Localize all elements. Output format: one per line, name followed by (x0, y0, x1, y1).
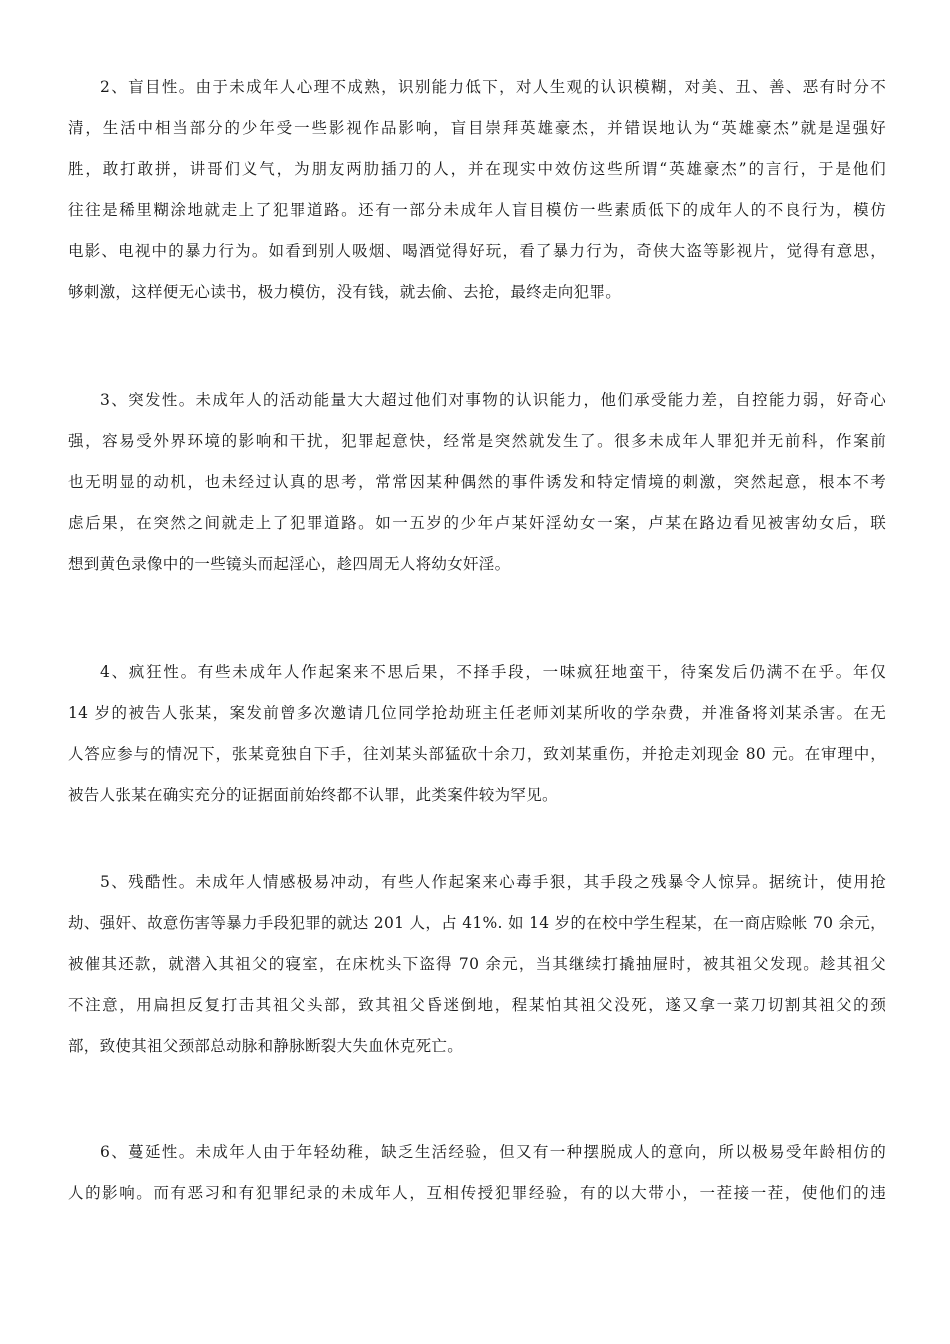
paragraph-line: 想到黄色录像中的一些镜头而起淫心，趁四周无人将幼女奸淫。 (68, 555, 511, 573)
paragraph-line: 电影、电视中的暴力行为。如看到别人吸烟、喝酒觉得好玩，看了暴力行为，奇侠大盗等影视片，觉得有意思， (68, 242, 886, 260)
paragraph-cruelty (68, 862, 886, 1067)
paragraph-line: 4、疯狂性。有些未成年人作起案来不思后果，不择手段，一味疯狂地蛮干，待案发后仍满不在乎。年仅 (100, 663, 886, 681)
paragraph-line: 6、蔓延性。未成年人由于年轻幼稚，缺乏生活经验，但又有一种摆脱成人的意向，所以极易受年龄相仿的 (100, 1143, 886, 1161)
paragraph-line: 强，容易受外界环境的影响和干扰，犯罪起意快，经常是突然就发生了。很多未成年人罪犯并无前科，作案前 (68, 432, 886, 450)
paragraph-line: 往往是稀里糊涂地就走上了犯罪道路。还有一部分未成年人盲目模仿一些素质低下的成年人的不良行为，模仿 (68, 201, 886, 219)
paragraph-line: 3、突发性。未成年人的活动能量大大超过他们对事物的认识能力，他们承受能力差，自控能力弱，好奇心 (100, 391, 886, 409)
paragraph-line: 劫、强奸、故意伤害等暴力手段犯罪的就达 201 人，占 41%. 如 14 岁的在校中学生程某，在一商店赊帐 70 余元， (68, 914, 886, 932)
paragraph-line: 被告人张某在确实充分的证据面前始终都不认罪，此类案件较为罕见。 (68, 786, 558, 804)
paragraph-line: 胜，敢打敢拼，讲哥们义气，为朋友两肋插刀的人，并在现实中效仿这些所谓“英雄豪杰”的言行，于是他们 (68, 160, 886, 178)
paragraph-line: 人答应参与的情况下，张某竟独自下手，往刘某头部猛砍十余刀，致刘某重伤，并抢走刘现金 80 元。在审理中， (68, 745, 886, 763)
paragraph-line: 被催其还款，就潜入其祖父的寝室，在床枕头下盗得 70 余元，当其继续打撬抽屉时，被其祖父发现。趁其祖父 (68, 955, 886, 973)
paragraph-blindness (68, 67, 886, 313)
paragraph-line: 14 岁的被告人张某，案发前曾多次邀请几位同学抢劫班主任老师刘某所收的学杂费，并准备将刘某杀害。在无 (68, 704, 886, 722)
paragraph-frenzy (68, 652, 886, 816)
paragraph-line: 不注意，用扁担反复打击其祖父头部，致其祖父昏迷倒地，程某怕其祖父没死，遂又拿一菜刀切割其祖父的颈 (68, 996, 886, 1014)
paragraph-line: 5、残酷性。未成年人情感极易冲动，有些人作起案来心毒手狠，其手段之残暴令人惊异。据统计，使用抢 (100, 873, 886, 891)
paragraph-line: 部，致使其祖父颈部总动脉和静脉断裂大失血休克死亡。 (68, 1037, 464, 1055)
paragraph-line: 2、盲目性。由于未成年人心理不成熟，识别能力低下，对人生观的认识模糊，对美、丑、善、恶有时分不 (100, 78, 886, 96)
paragraph-line: 人的影响。而有恶习和有犯罪纪录的未成年人，互相传授犯罪经验，有的以大带小，一茬接一茬，使他们的违 (68, 1184, 886, 1202)
paragraph-line: 清，生活中相当部分的少年受一些影视作品影响，盲目崇拜英雄豪杰，并错误地认为“英雄豪杰”就是逞强好 (68, 119, 886, 137)
paragraph-line: 够刺激，这样便无心读书，极力模仿，没有钱，就去偷、去抢，最终走向犯罪。 (68, 283, 622, 301)
paragraph-suddenness (68, 380, 886, 585)
paragraph-spread (68, 1132, 886, 1214)
paragraph-line: 虑后果，在突然之间就走上了犯罪道路。如一五岁的少年卢某奸淫幼女一案，卢某在路边看见被害幼女后，联 (68, 514, 886, 532)
paragraph-line: 也无明显的动机，也未经过认真的思考，常常因某种偶然的事件诱发和特定情境的刺激，突然起意，根本不考 (68, 473, 886, 491)
